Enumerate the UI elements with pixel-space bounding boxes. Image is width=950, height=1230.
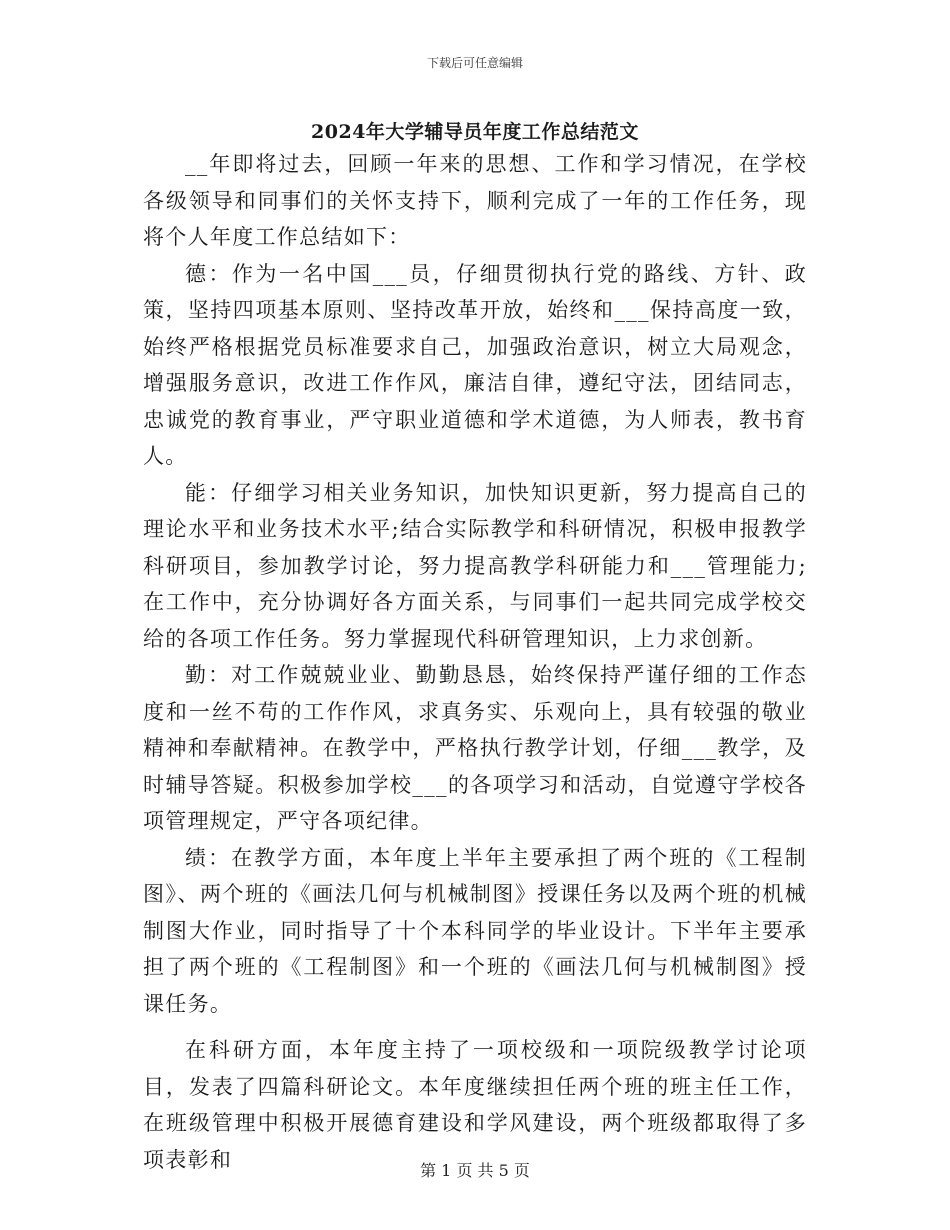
- paragraph-ji: 绩：在教学方面，本年度上半年主要承担了两个班的《工程制图》、两个班的《画法几何与机械制图》授课任务以及两个班的机械制图大作业，同时指导了十个本科同学的毕业设计。下半年主要承担了两个班的《工程制图》和一个班的《画法几何与机械制图》授课任务。: [143, 845, 807, 1016]
- paragraph-qin: 勤：对工作兢兢业业、勤勤恳恳，始终保持严谨仔细的工作态度和一丝不苟的工作作风，求真务实、乐观向上，具有较强的敬业精神和奉献精神。在教学中，严格执行教学计划，仔细___教学，及时辅导答疑。积极参加学校___的各项学习和活动，自觉遵守学校各项管理规定，严守各项纪律。: [143, 663, 807, 833]
- document-body: [143, 146, 807, 1178]
- paragraph-neng: 能：仔细学习相关业务知识，加快知识更新，努力提高自己的理论水平和业务技术水平;结合实际教学和科研情况，积极申报教学科研项目，参加教学讨论，努力提高教学科研能力和___管理能力;在工作中，充分协调好各方面关系，与同事们一起共同完成学校交给的各项工作任务。努力掌握现代科研管理知识，上力求创新。: [143, 480, 807, 651]
- paragraph-research: 在科研方面，本年度主持了一项校级和一项院级教学讨论项目，发表了四篇科研论文。本年度继续担任两个班的班主任工作，在班级管理中积极开展德育建设和学风建设，两个班级都取得了多项表彰和: [143, 1038, 807, 1172]
- header-note: 下载后可任意编辑: [426, 56, 523, 70]
- paragraph-de: 德：作为一名中国___员，仔细贯彻执行党的路线、方针、政策，坚持四项基本原则、坚持改革开放，始终和___保持高度一致，始终严格根据党员标准要求自己，加强政治意识，树立大局观念，增强服务意识，改进工作作风，廉洁自律，遵纪守法，团结同志，忠诚党的教育事业，严守职业道德和学术道德，为人师表，教书育人。: [143, 261, 807, 468]
- document-title: 2024年大学辅导员年度工作总结范文: [311, 121, 639, 143]
- page-indicator: 第 1 页 共 5 页: [420, 1161, 530, 1180]
- paragraph-intro: __年即将过去，回顾一年来的思想、工作和学习情况，在学校各级领导和同事们的关怀支持下，顺利完成了一年的工作任务，现将个人年度工作总结如下：: [143, 152, 807, 249]
